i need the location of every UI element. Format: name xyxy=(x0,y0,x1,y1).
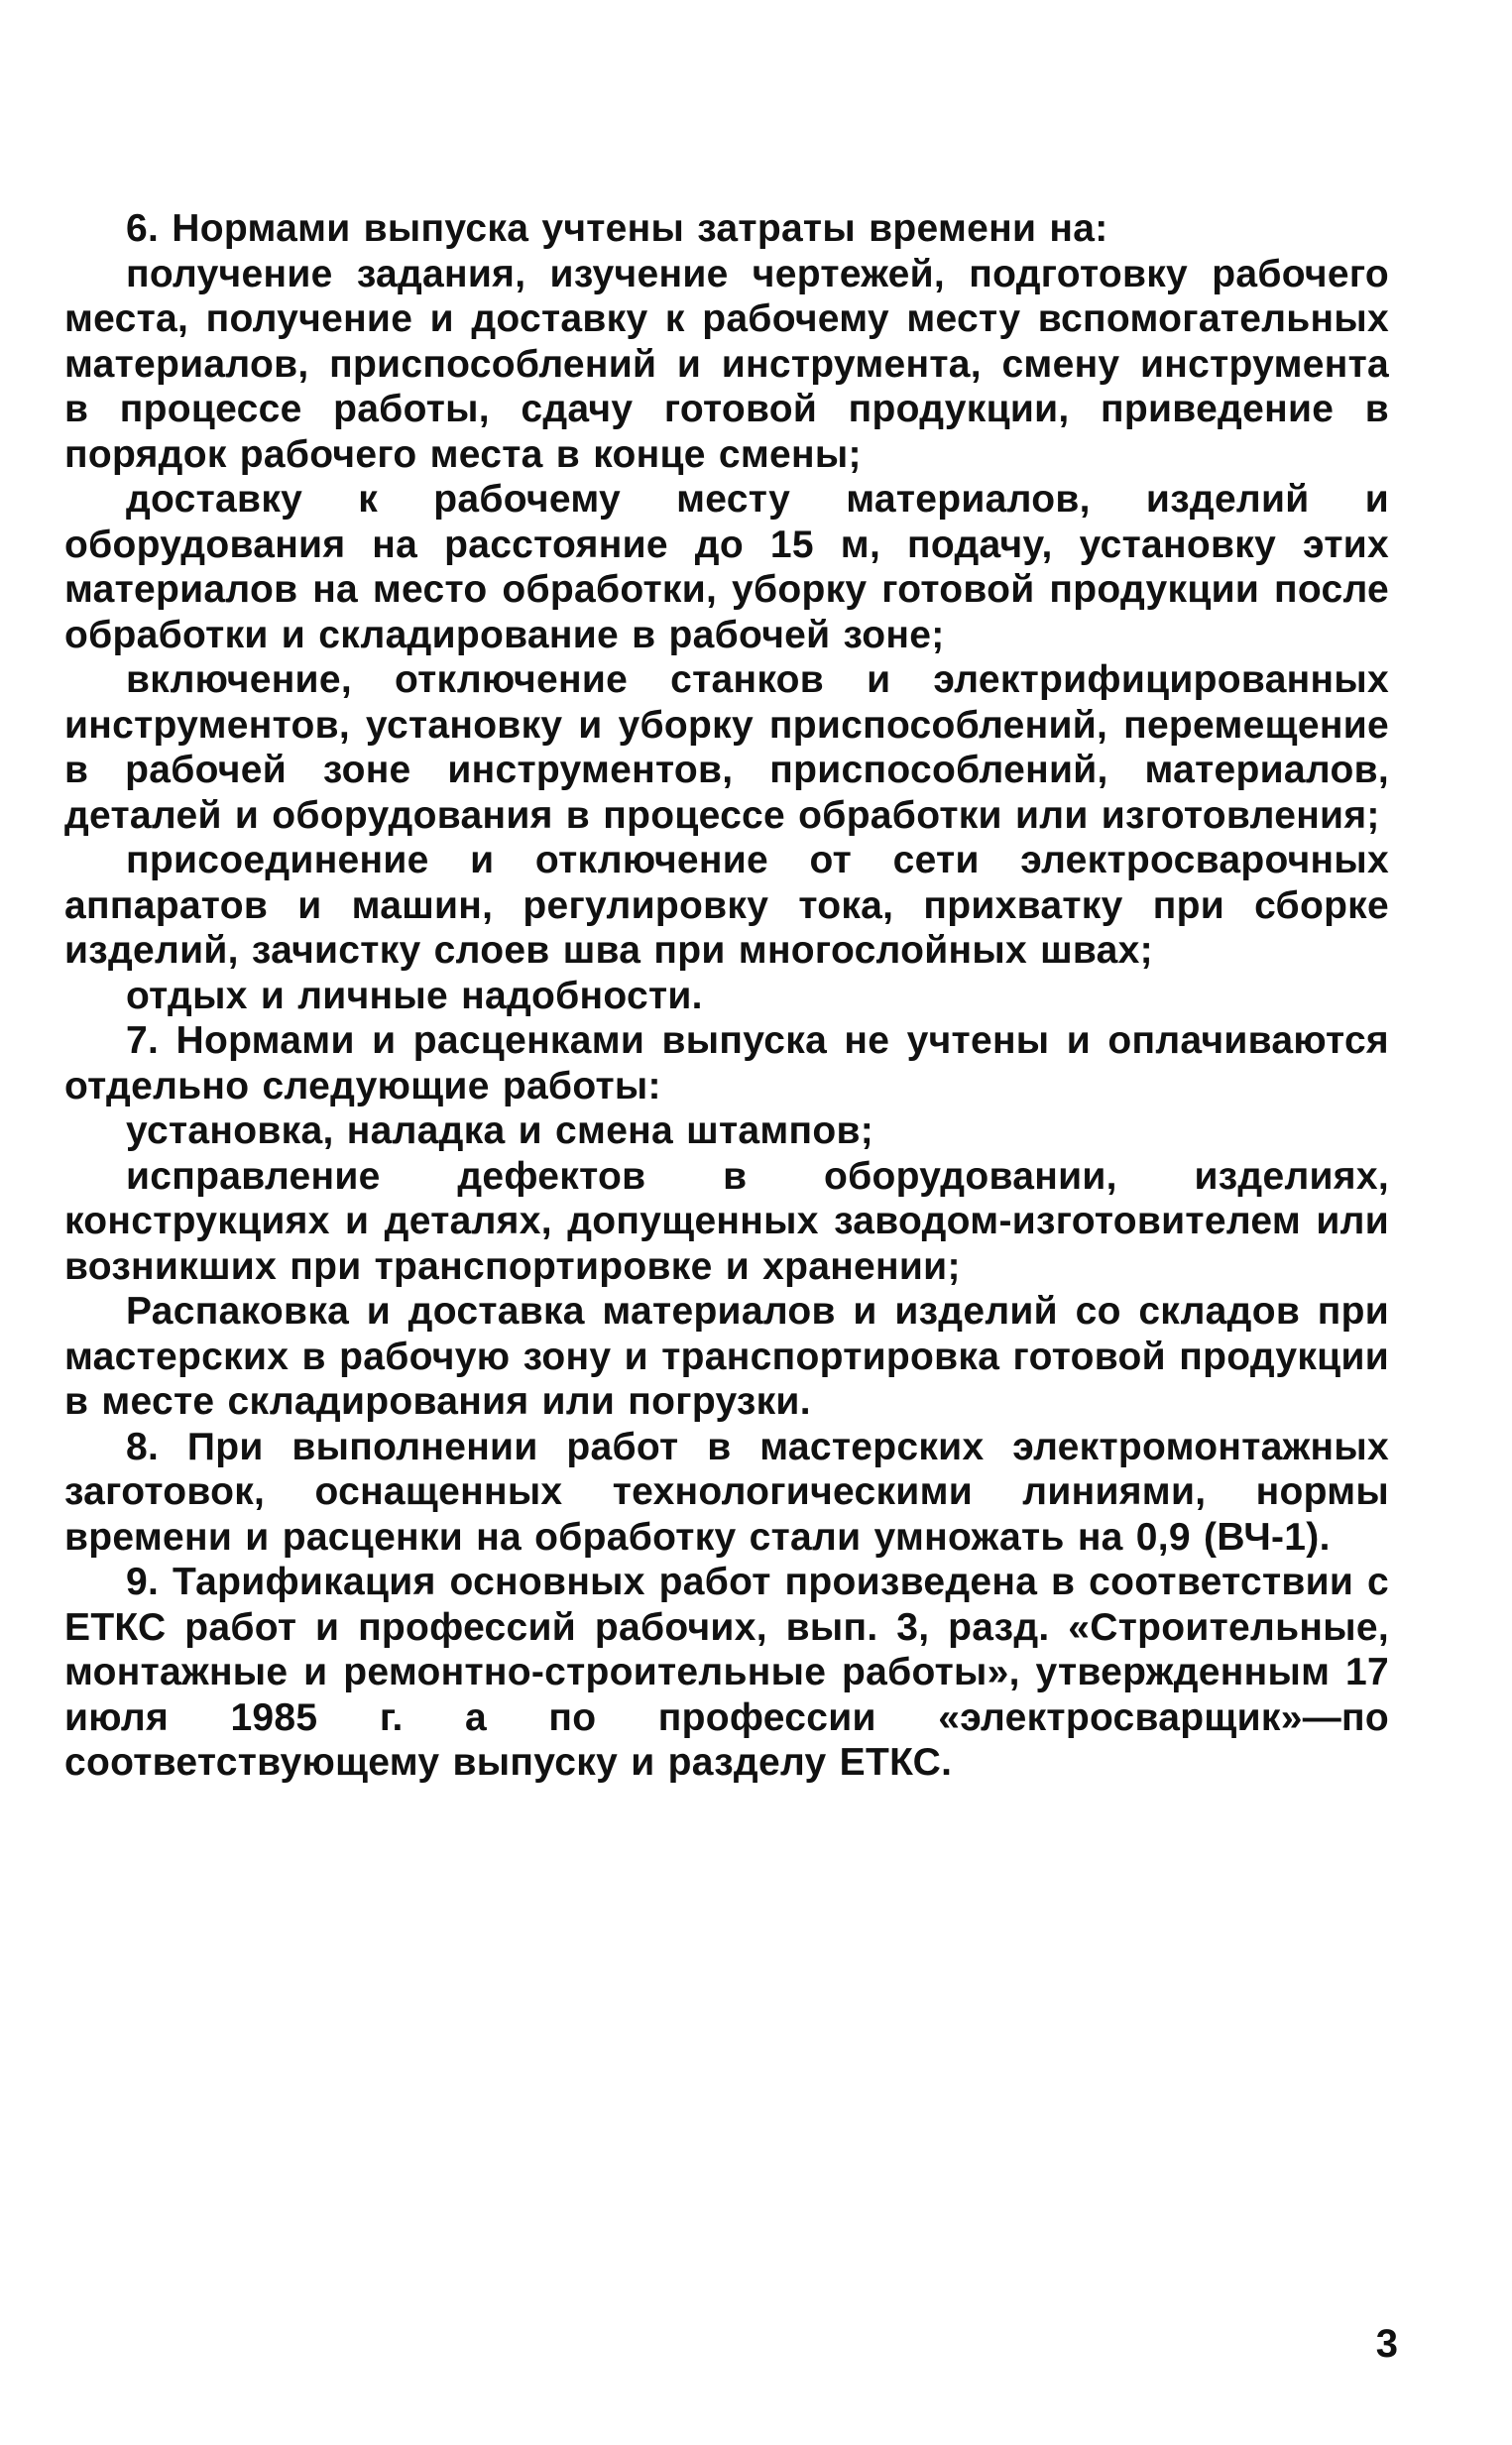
paragraph-item-6-rest: отдых и личные надобности. xyxy=(126,974,703,1017)
paragraph-item-7-stamps: установка, наладка и смена штампов; xyxy=(126,1109,874,1152)
paragraph-item-6-preparation: получение задания, изучение чертежей, подготовку рабочего места, получение и доставку к рабочему месту вспомогательных материалов, приспособлений и инструмента, смену инструмента в процессе работы, сдачу готовой продукции, приведение в порядок рабочего места в конце смены; xyxy=(64,252,1389,476)
paragraph-item-6-delivery: доставку к рабочему месту материалов, изделий и оборудования на расстояние до 15 м, подачу, установку этих материалов на место обработки, уборку готовой продукции после обработки и складирование в рабочей зоне; xyxy=(64,478,1389,656)
paragraph-item-7-unpacking: Распаковка и доставка материалов и изделий со складов при мастерских в рабочую зону и транспортировка готовой продукции в месте складирования или погрузки. xyxy=(64,1290,1389,1423)
paragraph-item-6-heading: 6. Нормами выпуска учтены затраты времени на: xyxy=(126,207,1108,250)
body-text xyxy=(64,206,1389,1786)
paragraph-item-6-welding: присоединение и отключение от сети электросварочных аппаратов и машин, регулировку тока, прихватку при сборке изделий, зачистку слоев шва при многослойных швах; xyxy=(64,839,1389,972)
paragraph-item-6-machines: включение, отключение станков и электрифицированных инструментов, установку и уборку приспособлений, перемещение в рабочей зоне инструментов, приспособлений, материалов, деталей и оборудования в процессе обработки или изготовления; xyxy=(64,658,1389,837)
paragraph-item-8: 8. При выполнении работ в мастерских электромонтажных заготовок, оснащенных технологическими линиями, нормы времени и расценки на обработку стали умножать на 0,9 (ВЧ-1). xyxy=(64,1425,1389,1559)
paragraph-item-7-defects: исправление дефектов в оборудовании, изделиях, конструкциях и деталях, допущенных заводом-изготовителем или возникших при транспортировке и хранении; xyxy=(64,1154,1389,1288)
paragraph-item-7-heading: 7. Нормами и расценками выпуска не учтены и оплачиваются отдельно следующие работы: xyxy=(64,1019,1389,1107)
paragraph-item-9: 9. Тарификация основных работ произведена в соответствии с ЕТКС работ и профессий рабочих, вып. 3, разд. «Строительные, монтажные и ремонтно-строительные работы», утвержденным 17 июля 1985 г. а по профессии «электросварщик»—по соответствующему выпуску и разделу ЕТКС. xyxy=(64,1561,1389,1784)
page-number: 3 xyxy=(1375,2322,1398,2366)
